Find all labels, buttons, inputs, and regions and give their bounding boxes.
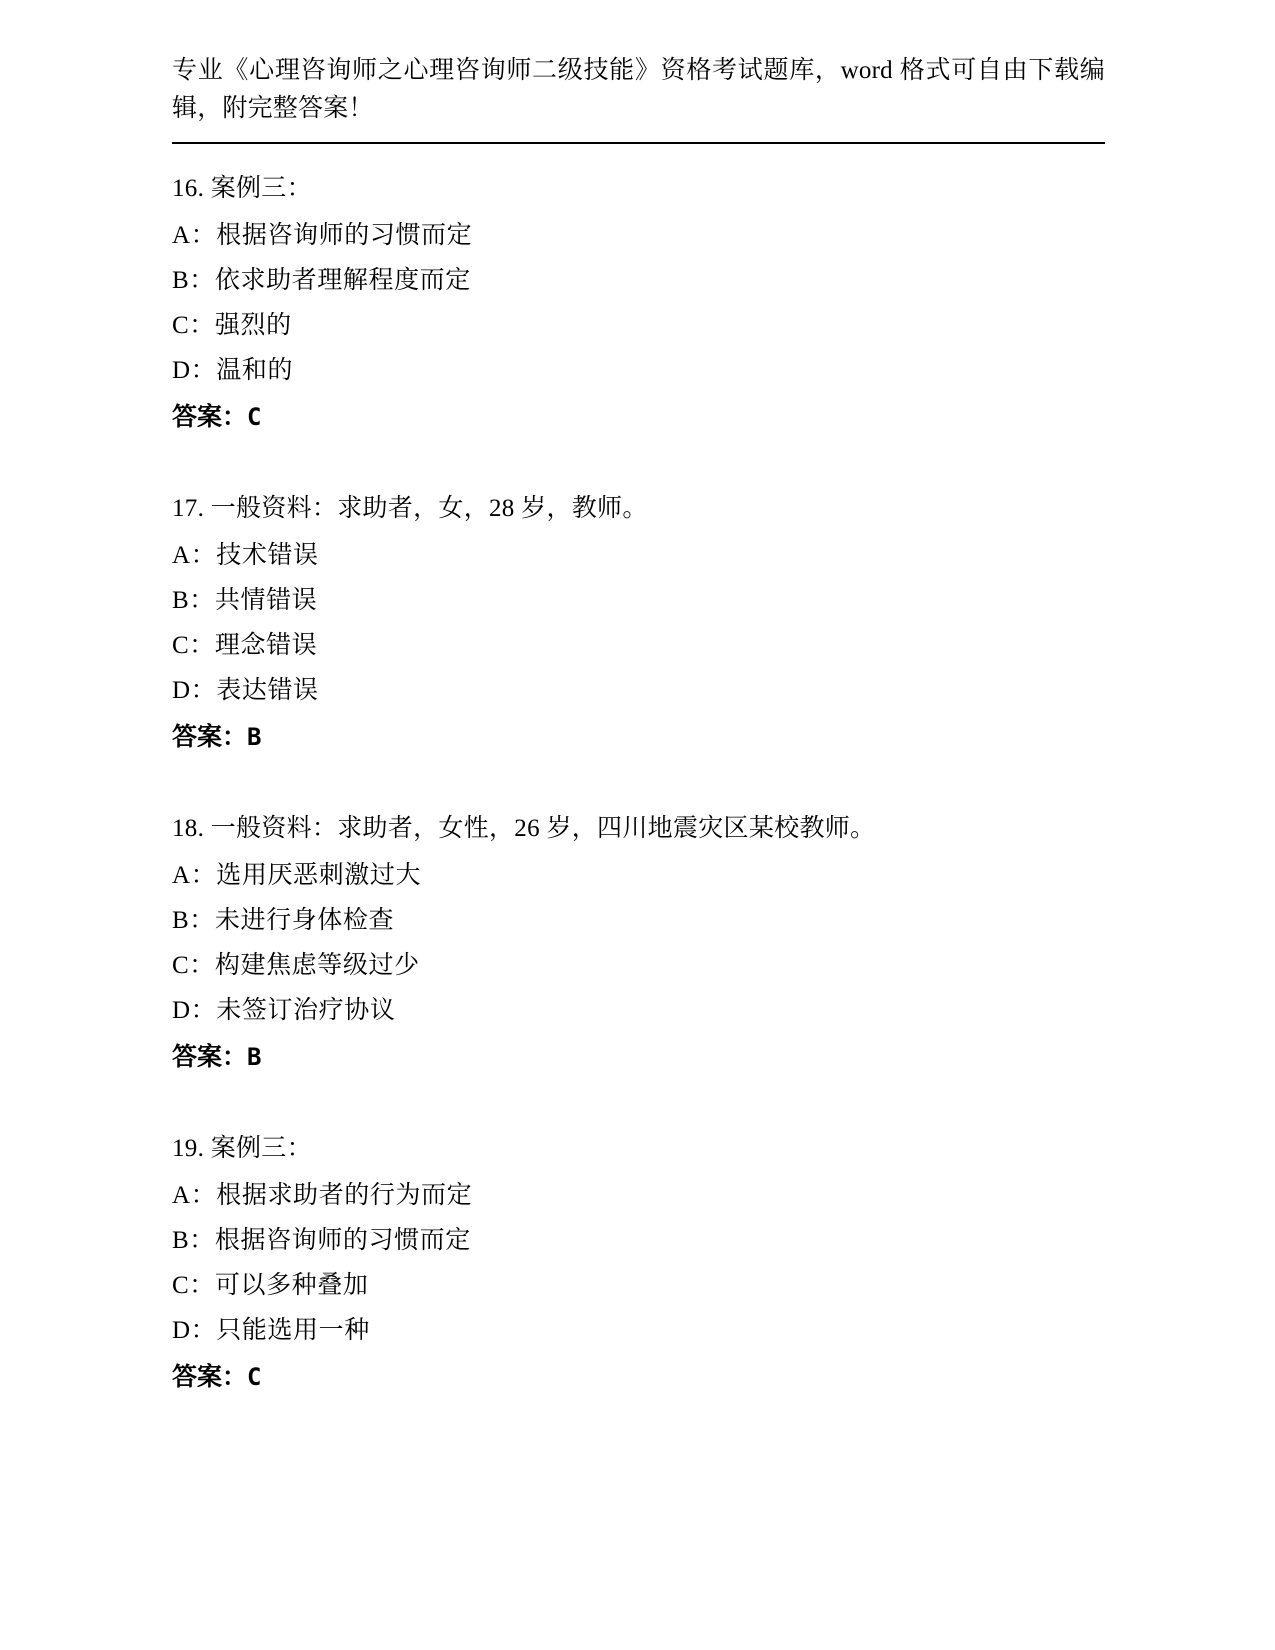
- answer-label: 答案：: [172, 1364, 248, 1391]
- question-option[interactable]: A：根据咨询师的习惯而定: [172, 222, 473, 249]
- answer-label: 答案：: [172, 724, 248, 751]
- answer-line: [172, 395, 1105, 440]
- question-option[interactable]: C：构建焦虑等级过少: [172, 952, 420, 979]
- answer-label: 答案：: [172, 1044, 248, 1071]
- question-option[interactable]: C：强烈的: [172, 312, 292, 339]
- question-stem: 18. 一般资料：求助者，女性，26 岁，四川地震灾区某校教师。: [172, 815, 876, 842]
- question-option[interactable]: D：只能选用一种: [172, 1317, 370, 1344]
- answer-label: 答案：: [172, 404, 248, 431]
- question-option[interactable]: D：未签订治疗协议: [172, 997, 396, 1024]
- question-option[interactable]: B：根据咨询师的习惯而定: [172, 1227, 471, 1254]
- question-stem: 16. 案例三：: [172, 175, 312, 202]
- answer-line: [172, 715, 1105, 760]
- question-option[interactable]: C：理念错误: [172, 632, 318, 659]
- question-option[interactable]: A：根据求助者的行为而定: [172, 1182, 473, 1209]
- question-option[interactable]: A：技术错误: [172, 542, 319, 569]
- question-option[interactable]: A：选用厌恶刺激过大: [172, 862, 422, 889]
- question-option[interactable]: C：可以多种叠加: [172, 1272, 369, 1299]
- question-stem: 19. 案例三：: [172, 1135, 312, 1162]
- document-header-note: 专业《心理咨询师之心理咨询师二级技能》资格考试题库，word 格式可自由下载编辑，附完整答案！: [172, 57, 1105, 122]
- question-block: [172, 166, 1105, 440]
- question-block: [172, 806, 1105, 1080]
- answer-line: [172, 1035, 1105, 1080]
- answer-value: C: [247, 403, 262, 431]
- header-divider: [172, 142, 1105, 144]
- answer-value: C: [247, 1363, 262, 1391]
- answer-value: B: [247, 1043, 262, 1071]
- question-block: [172, 486, 1105, 760]
- question-option[interactable]: B：依求助者理解程度而定: [172, 267, 471, 294]
- question-option[interactable]: D：表达错误: [172, 677, 319, 704]
- question-option[interactable]: B：未进行身体检查: [172, 907, 395, 934]
- answer-line: [172, 1355, 1105, 1400]
- answer-value: B: [247, 723, 262, 751]
- question-stem: 17. 一般资料：求助者，女，28 岁，教师。: [172, 495, 648, 522]
- question-block: [172, 1126, 1105, 1400]
- question-option[interactable]: B：共情错误: [172, 587, 318, 614]
- question-option[interactable]: D：温和的: [172, 357, 294, 384]
